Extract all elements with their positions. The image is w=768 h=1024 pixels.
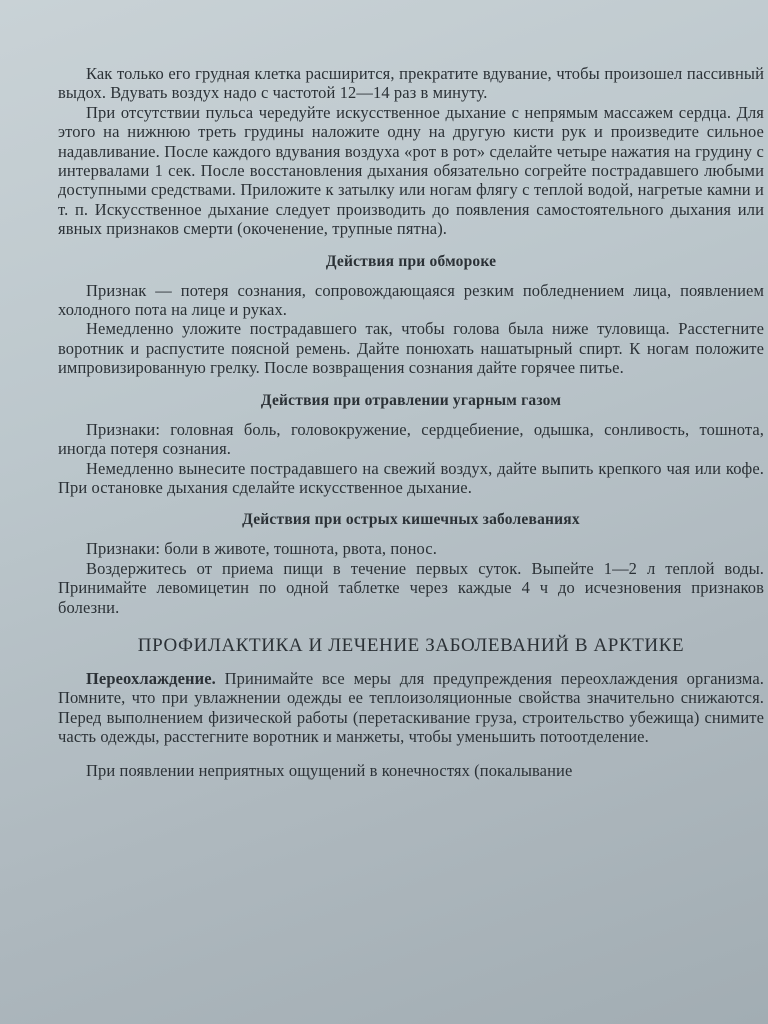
paragraph: Признаки: головная боль, головокружение, сердцебиение, одышка, сонливость, тошнота, иногда потеря сознания. [58,419,764,459]
paragraph: Немедленно уложите пострадавшего так, чтобы голова была ниже туловища. Расстегните воротник и распустите поясной ремень. Дайте понюхать нашатырный спирт. К ногам положите импровизированную грелку. После возвращения сознания дайте горячее питье. [58,319,764,378]
paragraph: Воздержитесь от приема пищи в течение первых суток. Выпейте 1—2 л теплой воды. Принимайте левомицетин по одной таблетке через каждые 4 ч до исчезновения признаков болезни. [58,558,764,617]
paragraph: Немедленно вынесите пострадавшего на свежий воздух, дайте выпить крепкого чая или кофе. При остановке дыхания сделайте искусственное дыхание. [58,458,764,497]
paragraph-lead: Переохлаждение. [86,668,216,688]
section-heading: Действия при отравлении угарным газом [260,391,562,409]
section-heading: Действия при острых кишечных заболеваниях [242,511,580,529]
section-heading: Действия при обмороке [325,252,497,270]
paragraph: Признак — потеря сознания, сопровождающаяся резким побледнением лица, появлением холодного пота на лице и руках. [58,280,764,320]
paragraph: При появлении неприятных ощущений в конечностях (покалывание [86,760,573,780]
text-column [58,64,764,780]
paragraph: При отсутствии пульса чередуйте искусственное дыхание с непрямым массажем сердца. Для этого на нижнюю треть грудины наложите одну на другую кисти рук и произведите сильное надавливание. После каждого вдувания воздуха «рот в рот» сделайте четыре нажатия на грудину с интервалами 1 сек. После восстановления дыхания обязательно согрейте пострадавшего любыми доступными средствами. Приложите к затылку или ногам флягу с теплой водой, нагретые камни и т. п. Искусственное дыхание следует производить до появления самостоятельного дыхания или явных признаков смерти (окоченение, трупные пятна). [58,102,764,239]
paragraph [58,669,764,747]
paragraph: Как только его грудная клетка расширится, прекратите вдувание, чтобы произошел пассивный выдох. Вдувать воздух надо с частотой 12—14 раз в минуту. [58,64,764,103]
paragraph: Признаки: боли в животе, тошнота, рвота, понос. [86,539,437,559]
paragraph-body: Принимайте все меры для предупреждения переохлаждения организма. Помните, что при увлажнении одежды ее теплоизоляционные свойства значительно снижаются. Перед выполнением физической работы (перетаскивание груза, строительство убежища) снимите часть одежды, расстегните воротник и манжеты, чтобы уменьшить потоотделение. [58,668,764,747]
chapter-heading: ПРОФИЛАКТИКА И ЛЕЧЕНИЕ ЗАБОЛЕВАНИЙ В АРКТИКЕ [137,634,685,656]
